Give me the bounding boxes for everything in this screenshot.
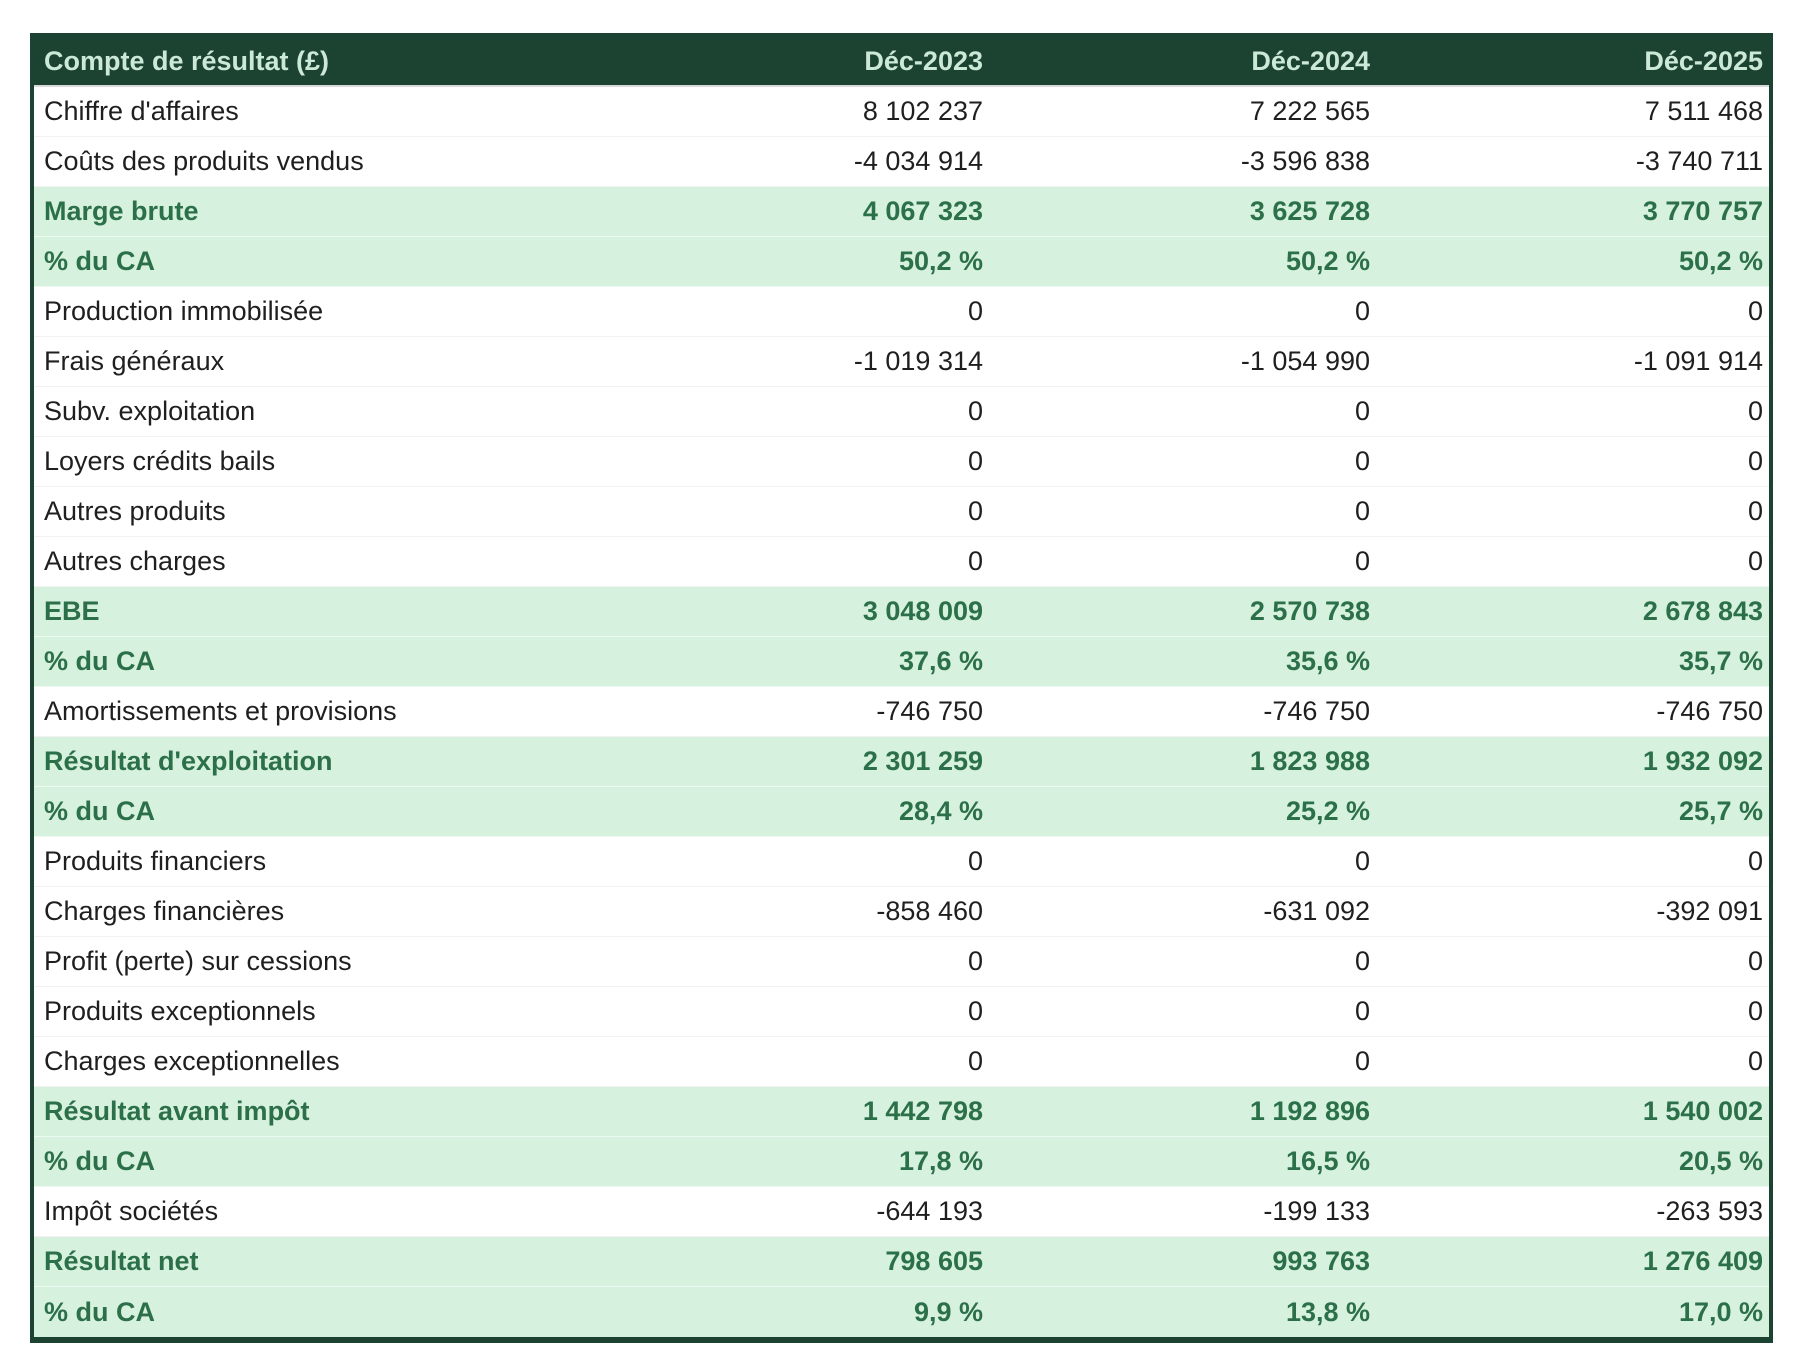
table-row xyxy=(34,637,1769,687)
row-value: 0 xyxy=(1354,496,1370,526)
table-row xyxy=(34,887,1769,937)
row-value: 0 xyxy=(967,396,983,426)
row-value: 0 xyxy=(1354,296,1370,326)
row-value: 0 xyxy=(1747,296,1763,326)
row-value: 35,7 % xyxy=(1678,646,1763,676)
row-value: 25,7 % xyxy=(1678,796,1763,826)
table-row xyxy=(34,687,1769,737)
row-label: Résultat net xyxy=(44,1246,199,1276)
row-value: -263 593 xyxy=(1656,1196,1763,1226)
row-value: 17,8 % xyxy=(898,1146,983,1176)
row-value: 3 625 728 xyxy=(1249,196,1370,226)
table-row xyxy=(34,1087,1769,1137)
row-value: 50,2 % xyxy=(1285,246,1370,276)
row-value: 0 xyxy=(967,296,983,326)
row-label: % du CA xyxy=(44,646,155,676)
row-label: Autres charges xyxy=(44,546,226,576)
table-row xyxy=(34,1187,1769,1237)
row-value: 37,6 % xyxy=(898,646,983,676)
row-value: 0 xyxy=(1747,996,1763,1026)
table-row xyxy=(34,537,1769,587)
row-value: 35,6 % xyxy=(1285,646,1370,676)
row-value: 17,0 % xyxy=(1678,1296,1763,1327)
row-value: 0 xyxy=(1747,446,1763,476)
row-value: 0 xyxy=(1747,496,1763,526)
row-label: Loyers crédits bails xyxy=(44,446,276,476)
row-value: 0 xyxy=(1354,946,1370,976)
table-row xyxy=(34,337,1769,387)
table-row xyxy=(34,287,1769,337)
table-row xyxy=(34,1137,1769,1187)
row-label: Marge brute xyxy=(44,196,199,226)
table-row xyxy=(34,1037,1769,1087)
row-label: Autres produits xyxy=(44,496,226,526)
column-header-dec-2025: Déc-2025 xyxy=(1644,45,1763,76)
row-value: 0 xyxy=(1354,996,1370,1026)
row-value: 0 xyxy=(1354,396,1370,426)
table-row xyxy=(34,587,1769,637)
row-value: 0 xyxy=(967,846,983,876)
row-value: 3 770 757 xyxy=(1642,196,1763,226)
row-value: 2 570 738 xyxy=(1249,596,1370,626)
row-label: Amortissements et provisions xyxy=(44,696,397,726)
table-row xyxy=(34,437,1769,487)
row-value: 0 xyxy=(967,496,983,526)
row-label: Résultat avant impôt xyxy=(44,1096,310,1126)
row-value: 1 192 896 xyxy=(1249,1096,1370,1126)
row-value: 28,4 % xyxy=(898,796,983,826)
row-value: 0 xyxy=(1747,396,1763,426)
income-statement-table xyxy=(30,33,1773,1343)
table-row xyxy=(34,837,1769,887)
table-row xyxy=(34,787,1769,837)
row-value: -3 596 838 xyxy=(1240,146,1370,176)
column-header-dec-2023: Déc-2023 xyxy=(864,45,983,76)
row-value: -1 091 914 xyxy=(1633,346,1763,376)
row-value: 0 xyxy=(967,1046,983,1076)
row-value: -858 460 xyxy=(876,896,983,926)
row-value: 1 540 002 xyxy=(1642,1096,1763,1126)
row-value: 1 442 798 xyxy=(862,1096,983,1126)
row-value: 7 511 468 xyxy=(1644,96,1763,126)
row-value: -746 750 xyxy=(1656,696,1763,726)
row-label: Frais généraux xyxy=(44,346,225,376)
table-body xyxy=(34,87,1769,1337)
row-value: 0 xyxy=(1747,546,1763,576)
table-row xyxy=(34,987,1769,1037)
row-label: % du CA xyxy=(44,1296,155,1327)
row-label: Production immobilisée xyxy=(44,296,324,326)
row-value: 0 xyxy=(1747,946,1763,976)
row-value: 0 xyxy=(967,996,983,1026)
row-value: 50,2 % xyxy=(1678,246,1763,276)
table-row xyxy=(34,137,1769,187)
row-value: 2 678 843 xyxy=(1642,596,1763,626)
table-row xyxy=(34,1287,1769,1337)
row-label: Impôt sociétés xyxy=(44,1196,219,1226)
row-value: 0 xyxy=(1354,1046,1370,1076)
row-label: Produits financiers xyxy=(44,846,267,876)
row-value: 0 xyxy=(1354,546,1370,576)
row-value: -1 054 990 xyxy=(1240,346,1370,376)
row-label: Chiffre d'affaires xyxy=(44,96,239,126)
row-value: 16,5 % xyxy=(1285,1146,1370,1176)
row-value: -644 193 xyxy=(876,1196,983,1226)
table-row xyxy=(34,487,1769,537)
row-value: 20,5 % xyxy=(1678,1146,1763,1176)
row-label: % du CA xyxy=(44,246,155,276)
row-value: 9,9 % xyxy=(913,1296,983,1327)
row-label: Subv. exploitation xyxy=(44,396,256,426)
row-value: -3 740 711 xyxy=(1635,146,1763,176)
row-value: -746 750 xyxy=(1263,696,1370,726)
row-value: 0 xyxy=(1354,446,1370,476)
row-value: 8 102 237 xyxy=(862,96,983,126)
table-row xyxy=(34,187,1769,237)
row-value: -4 034 914 xyxy=(853,146,983,176)
row-label: Produits exceptionnels xyxy=(44,996,316,1026)
row-label: Charges financières xyxy=(44,896,285,926)
table-row xyxy=(34,1237,1769,1287)
row-label: EBE xyxy=(44,596,100,626)
table-header-row xyxy=(34,37,1769,87)
table-row xyxy=(34,737,1769,787)
row-label: Coûts des produits vendus xyxy=(44,146,364,176)
row-value: 1 823 988 xyxy=(1249,746,1370,776)
row-value: 0 xyxy=(967,946,983,976)
row-label: Résultat d'exploitation xyxy=(44,746,333,776)
row-value: -392 091 xyxy=(1656,896,1763,926)
row-value: 798 605 xyxy=(885,1246,983,1276)
row-value: -746 750 xyxy=(876,696,983,726)
row-value: 0 xyxy=(1354,846,1370,876)
row-value: 0 xyxy=(1747,846,1763,876)
row-value: -199 133 xyxy=(1263,1196,1370,1226)
row-value: 25,2 % xyxy=(1285,796,1370,826)
row-value: 0 xyxy=(967,446,983,476)
row-value: 3 048 009 xyxy=(862,596,983,626)
row-value: 7 222 565 xyxy=(1249,96,1370,126)
row-value: 993 763 xyxy=(1272,1246,1370,1276)
row-label: Profit (perte) sur cessions xyxy=(44,946,352,976)
row-value: 13,8 % xyxy=(1285,1296,1370,1327)
row-value: -631 092 xyxy=(1263,896,1370,926)
row-value: 0 xyxy=(1747,1046,1763,1076)
row-value: 1 276 409 xyxy=(1642,1246,1763,1276)
row-value: 2 301 259 xyxy=(862,746,983,776)
table-row xyxy=(34,87,1769,137)
table-row xyxy=(34,937,1769,987)
column-header-dec-2024: Déc-2024 xyxy=(1251,45,1370,76)
row-value: 50,2 % xyxy=(898,246,983,276)
row-label: Charges exceptionnelles xyxy=(44,1046,340,1076)
row-label: % du CA xyxy=(44,1146,155,1176)
table-row xyxy=(34,387,1769,437)
table-row xyxy=(34,237,1769,287)
table-title: Compte de résultat (£) xyxy=(44,45,330,76)
row-value: 4 067 323 xyxy=(862,196,983,226)
row-value: 0 xyxy=(967,546,983,576)
row-label: % du CA xyxy=(44,796,155,826)
row-value: 1 932 092 xyxy=(1642,746,1763,776)
row-value: -1 019 314 xyxy=(853,346,983,376)
